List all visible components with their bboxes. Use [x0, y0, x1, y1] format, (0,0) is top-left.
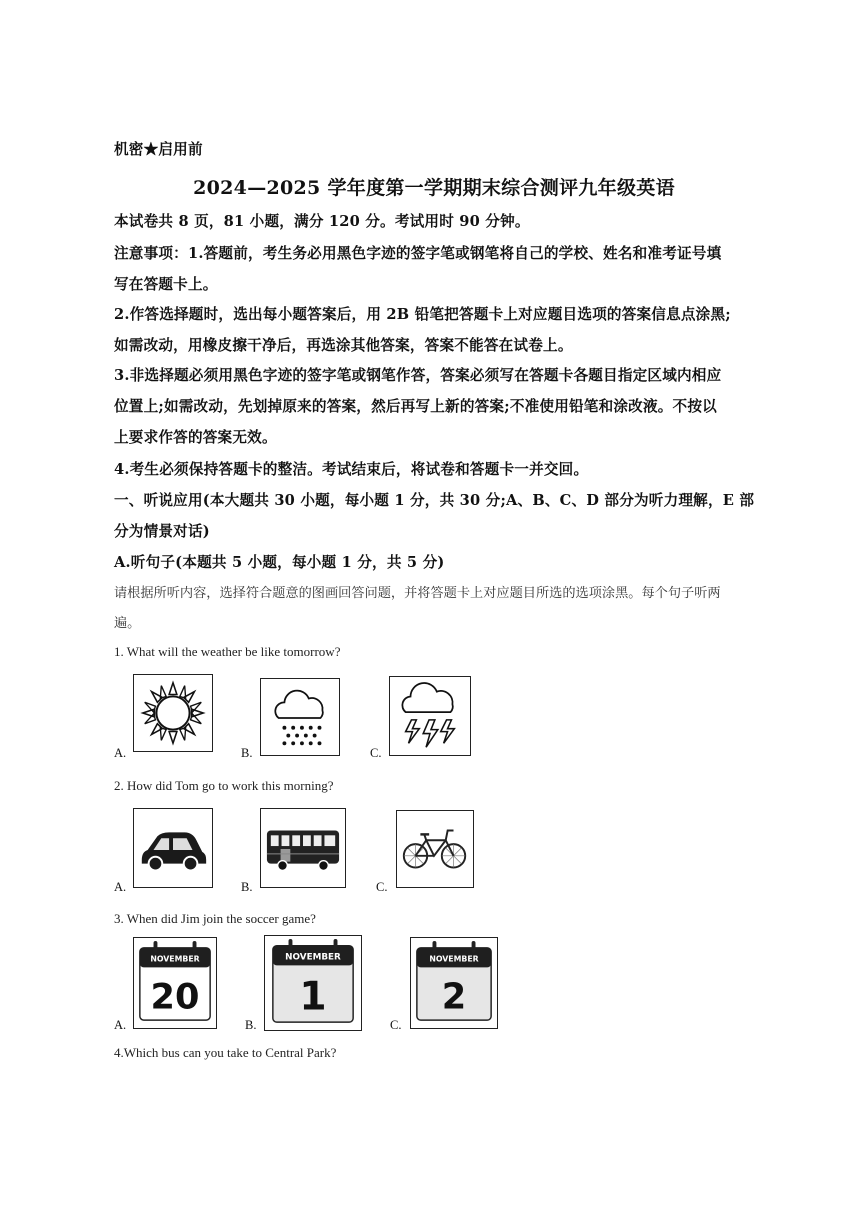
- instruction-line: 位置上;如需改动，先划掉原来的答案，然后再写上新的答案;不准使用铅笔和涂改液。不按以: [114, 398, 717, 415]
- section-heading: 一、听说应用(本大题共 30 小题，每小题 1 分，共 30 分;A、B、C、D 部分为听力理解，E 部: [114, 492, 755, 509]
- directions: 遍。: [114, 616, 141, 631]
- option-label: C.: [376, 880, 388, 894]
- calendar-month: NOVEMBER: [150, 954, 200, 964]
- calendar-month: NOVEMBER: [429, 954, 479, 964]
- option-label: C.: [390, 1018, 402, 1032]
- instruction-line: 4.考生必须保持答题卡的整洁。考试结束后，将试卷和答题卡一并交回。: [114, 461, 589, 478]
- question-4: 4.Which bus can you take to Central Park?: [114, 1045, 337, 1060]
- option-label: B.: [241, 746, 253, 760]
- option-label: A.: [114, 1018, 127, 1032]
- instruction-line: 2.作答选择题时，选出每小题答案后，用 2B 铅笔把答题卡上对应题目选项的答案信息点涂黑;: [114, 306, 731, 323]
- instruction-line: 3.非选择题必须用黑色字迹的签字笔或钢笔作答，答案必须写在答题卡各题目指定区域内相应: [114, 367, 722, 384]
- instruction-line: 注意事项：1.答题前，考生务必用黑色字迹的签字笔或钢笔将自己的学校、姓名和准考证号填: [114, 245, 722, 262]
- calendar-day: 20: [150, 976, 200, 1018]
- calendar-month: NOVEMBER: [285, 952, 341, 963]
- page-title: 2024—2025 学年度第一学期期末综合测评九年级英语: [193, 177, 675, 199]
- instruction-line: 上要求作答的答案无效。: [114, 429, 277, 446]
- part-a-heading: A.听句子(本题共 5 小题，每小题 1 分，共 5 分): [114, 554, 445, 571]
- instruction-line: 写在答题卡上。: [114, 276, 218, 293]
- bicycle-icon: [396, 810, 474, 888]
- calendar-nov-20-icon: [133, 937, 217, 1029]
- car-icon: [133, 808, 213, 888]
- calendar-day: 2: [441, 976, 467, 1018]
- sun-icon: [133, 674, 213, 752]
- question-3: 3. When did Jim join the soccer game?: [114, 911, 316, 926]
- confidential-label: 机密★启用前: [114, 141, 203, 158]
- calendar-day: 1: [299, 974, 327, 1020]
- bus-icon: [260, 808, 346, 888]
- rain-cloud-icon: [260, 678, 340, 756]
- option-label: B.: [241, 880, 253, 894]
- question-2: 2. How did Tom go to work this morning?: [114, 778, 334, 793]
- option-label: B.: [245, 1018, 257, 1032]
- question-1: 1. What will the weather be like tomorrow?: [114, 644, 341, 659]
- directions: 请根据所听内容，选择符合题意的图画回答问题，并将答题卡上对应题目所选的选项涂黑。每个句子听两: [114, 586, 721, 601]
- option-label: A.: [114, 880, 127, 894]
- section-heading: 分为情景对话): [114, 523, 210, 540]
- thunderstorm-icon: [389, 676, 471, 756]
- calendar-nov-1-icon: [264, 935, 362, 1031]
- option-label: C.: [370, 746, 382, 760]
- instruction-line: 如需改动，用橡皮擦干净后，再选涂其他答案，答案不能答在试卷上。: [114, 337, 573, 354]
- instruction-line: 本试卷共 8 页，81 小题，满分 120 分。考试用时 90 分钟。: [114, 213, 530, 230]
- calendar-nov-2-icon: [410, 937, 498, 1029]
- option-label: A.: [114, 746, 127, 760]
